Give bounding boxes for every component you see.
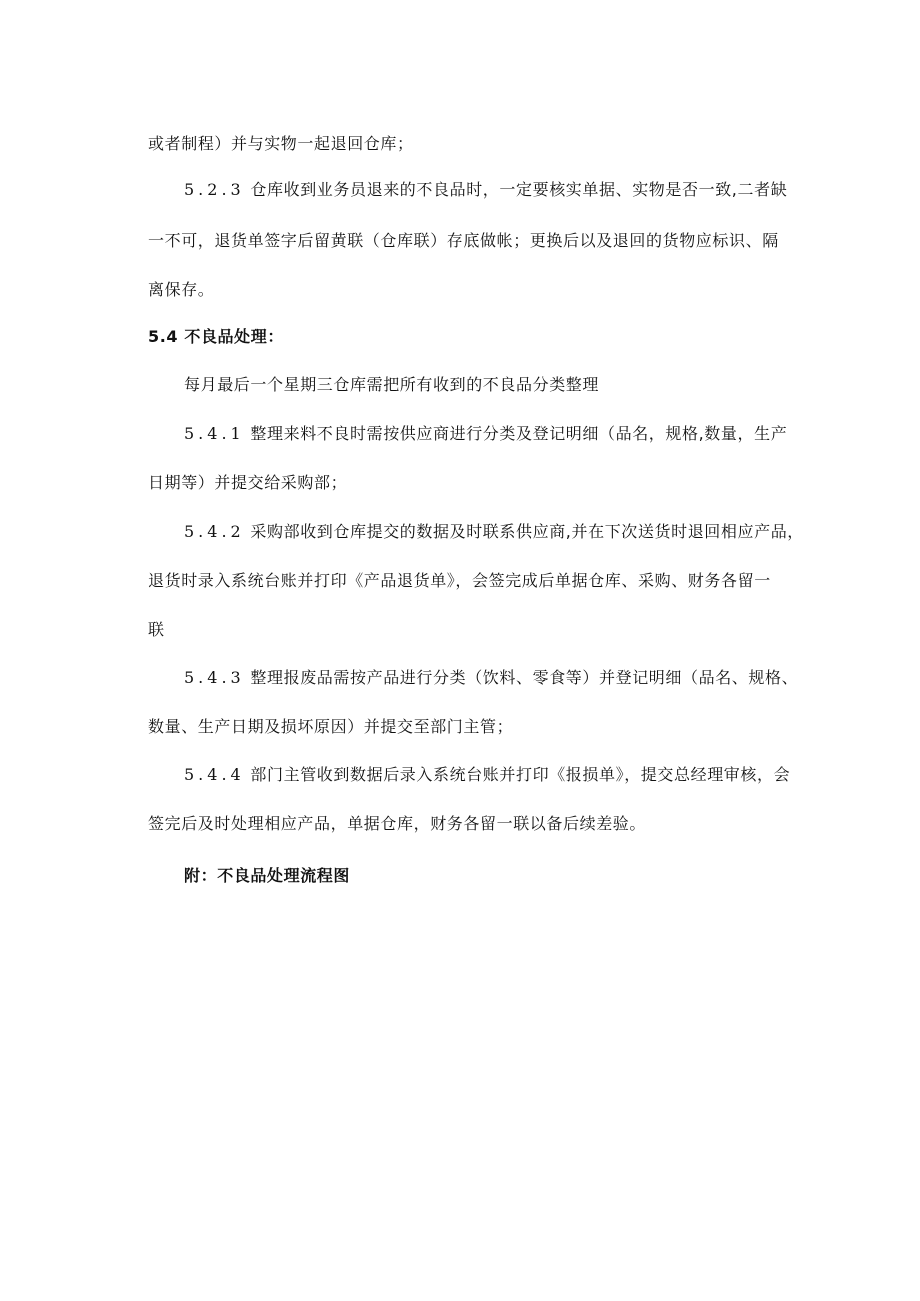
line-text: 或者制程）并与实物一起退回仓库； — [148, 134, 414, 153]
line-text: 退货时录入系统台账并打印《产品退货单》，会签完成后单据仓库、采购、财务各留一 — [148, 571, 771, 590]
paragraph-line — [148, 473, 808, 493]
paragraph-line — [184, 375, 844, 395]
paragraph-line — [184, 765, 844, 785]
line-text: 签完后及时处理相应产品，单据仓库，财务各留一联以备后续差验。 — [148, 814, 647, 833]
section-heading — [148, 327, 808, 347]
line-text: 联 — [148, 620, 165, 639]
paragraph-line — [148, 717, 808, 737]
paragraph-line — [184, 522, 844, 542]
clause-number: 5.4.4 — [184, 765, 245, 784]
paragraph-line — [148, 571, 808, 591]
paragraph-line — [184, 668, 844, 688]
line-text: 日期等）并提交给采购部； — [148, 473, 348, 492]
appendix-title — [184, 866, 844, 886]
appendix-text: 附：不良品处理流程图 — [184, 866, 351, 885]
line-text: 离保存。 — [148, 280, 215, 299]
line-text: 采购部收到仓库提交的数据及时联系供应商,并在下次送货时退回相应产品， — [250, 522, 804, 541]
heading-text: 5.4 不良品处理： — [148, 327, 284, 346]
line-text: 数量、生产日期及损坏原因）并提交至部门主管； — [148, 717, 514, 736]
line-text: 整理报废品需按产品进行分类（饮料、零食等）并登记明细（品名、规格、 — [250, 668, 799, 687]
paragraph-line — [148, 280, 808, 300]
paragraph-line — [148, 814, 808, 834]
clause-number: 5.4.3 — [184, 668, 245, 687]
paragraph-line — [148, 231, 808, 251]
line-text: 一不可，退货单签字后留黄联（仓库联）存底做帐；更换后以及退回的货物应标识、隔 — [148, 231, 779, 250]
clause-number: 5.4.2 — [184, 522, 245, 541]
line-text: 部门主管收到数据后录入系统台账并打印《报损单》，提交总经理审核，会 — [250, 765, 791, 784]
line-text: 仓库收到业务员退来的不良品时，一定要核实单据、实物是否一致,二者缺 — [250, 180, 788, 199]
paragraph-line — [148, 134, 808, 154]
clause-number: 5.2.3 — [184, 180, 245, 199]
paragraph-line — [148, 620, 808, 640]
clause-number: 5.4.1 — [184, 424, 245, 443]
line-text: 整理来料不良时需按供应商进行分类及登记明细（品名，规格,数量，生产 — [250, 424, 788, 443]
paragraph-line — [184, 424, 844, 444]
line-text: 每月最后一个星期三仓库需把所有收到的不良品分类整理 — [184, 375, 600, 394]
paragraph-line — [184, 180, 844, 200]
